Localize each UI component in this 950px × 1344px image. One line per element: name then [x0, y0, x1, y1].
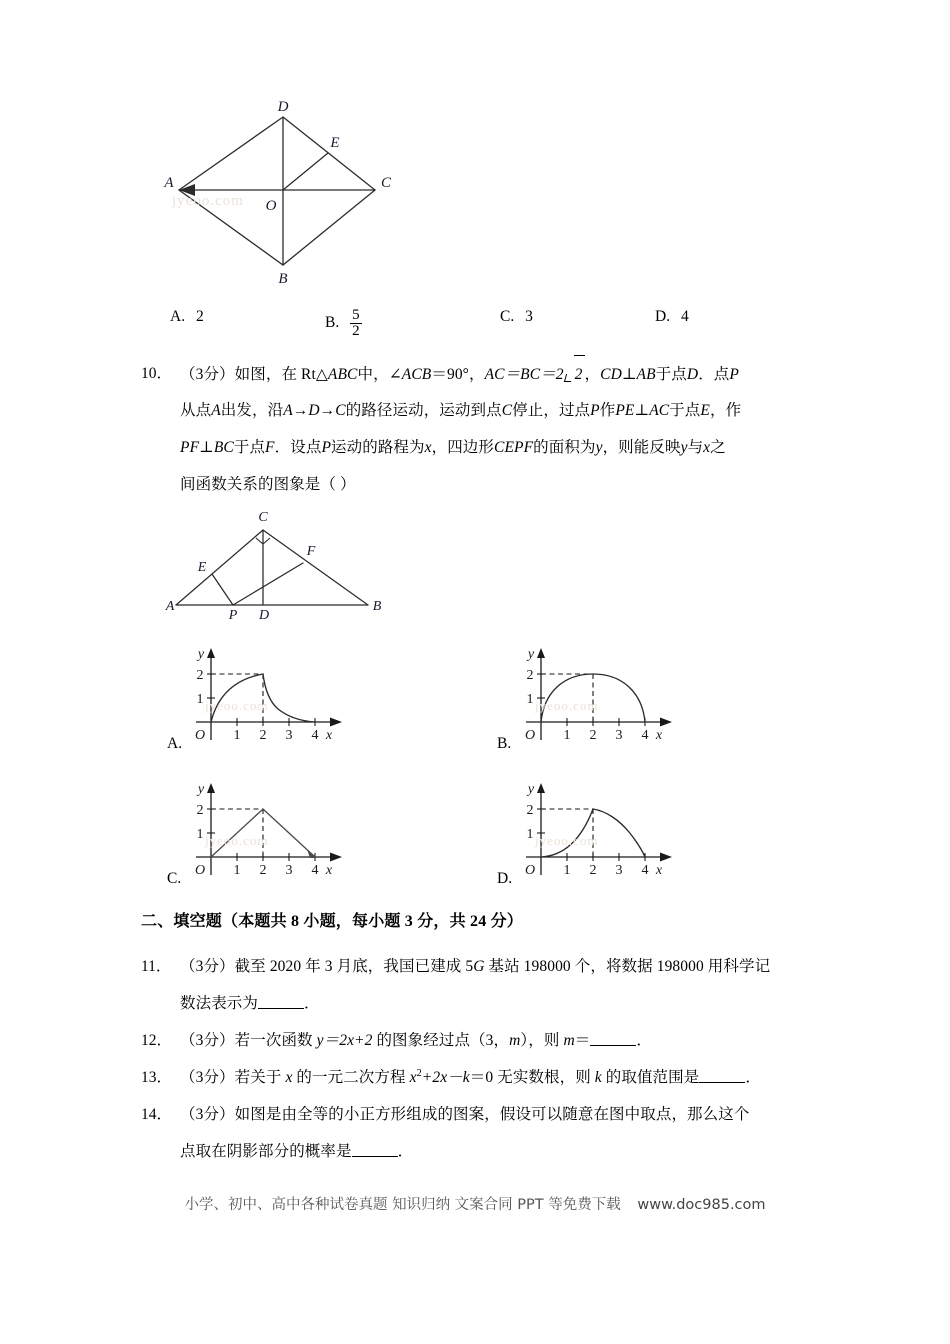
q11-line-1	[180, 948, 770, 985]
q10-l1-acb: ACB	[401, 366, 432, 383]
q10-l3-bc: BC	[213, 439, 234, 456]
q12-answer-blank[interactable]	[590, 1030, 636, 1046]
q13-seg4: 的取值范围是	[601, 1069, 700, 1086]
q14-line-2	[180, 1133, 413, 1170]
x-axis-arrow-icon	[330, 853, 342, 862]
graph-a-xlabel: x	[325, 728, 333, 743]
graph-c-xtick-3: 3	[285, 863, 293, 878]
q14-line-1	[180, 1096, 749, 1133]
y-axis-arrow-icon	[537, 783, 545, 793]
triangle-label-A: A	[165, 599, 175, 614]
q12-seg2: 的图象经过点（3，	[372, 1032, 510, 1049]
q10-l1-angle: ∠	[388, 366, 402, 383]
q10-l1-cd: CD	[600, 366, 622, 383]
q13-seg1: 若关于	[234, 1069, 286, 1086]
graph-d-origin: O	[524, 863, 536, 878]
q10-l3-seg6: ，则能反映	[602, 439, 681, 456]
rhombus-label-A: A	[164, 175, 174, 191]
fraction-denominator: 2	[352, 323, 360, 340]
graph-d-xtick-4: 4	[641, 863, 649, 878]
graph-a-xtick-2: 2	[259, 728, 267, 743]
q12-number: 12．	[141, 1032, 173, 1049]
graph-c-origin: O	[194, 863, 206, 878]
rhombus-label-D: D	[277, 99, 289, 115]
q10-l1-ab: AB	[636, 366, 656, 383]
q10-l1-radicand: 2	[574, 355, 585, 393]
graph-d-ytick-1: 1	[526, 827, 534, 842]
q10-l2-seg2: 出发，沿	[220, 402, 284, 419]
q13-x: x	[285, 1069, 293, 1086]
q12-end: ．	[636, 1032, 652, 1049]
sqrt-icon	[564, 355, 585, 393]
q12-line-1	[180, 1022, 652, 1059]
q14-points: （3分）	[180, 1106, 235, 1123]
graph-d-ytick-2: 2	[526, 803, 534, 818]
q13-seg2: 的一元二次方程	[292, 1069, 410, 1086]
q9-option-b[interactable]	[325, 308, 363, 340]
q11-answer-blank[interactable]	[258, 993, 304, 1009]
q10-l1-d: D	[686, 366, 699, 383]
q11-l2-end: ．	[304, 995, 320, 1012]
q12-points: （3分）	[180, 1032, 235, 1049]
rhombus-label-C: C	[380, 175, 392, 191]
graph-option-b-label[interactable]: B.	[497, 735, 512, 752]
rhombus-label-E: E	[330, 135, 340, 151]
q10-l1-p: P	[729, 366, 739, 383]
q10-l2-ac: AC	[649, 402, 670, 419]
q13-points: （3分）	[180, 1069, 235, 1086]
q10-l1-ac-bc: AC＝BC＝2	[484, 366, 564, 383]
footer-text: 小学、初中、高中各种试卷真题 知识归纳 文案合同 PPT 等免费下载	[184, 1197, 621, 1213]
graph-b-xtick-4: 4	[641, 728, 649, 743]
q10-l3-y: y	[595, 439, 603, 456]
q10-line-4: 间函数关系的图象是（ ）	[180, 476, 356, 493]
graph-option-a-figure[interactable]	[186, 640, 351, 745]
graph-d-ylabel: y	[527, 782, 535, 797]
y-axis-arrow-icon	[537, 648, 545, 658]
q10-l1-seg1: 如图，在 Rt	[234, 366, 316, 383]
q12-m: m	[509, 1032, 521, 1049]
rhombus-label-B: B	[278, 271, 288, 287]
graph-d-xtick-2: 2	[589, 863, 597, 878]
graph-b-ylabel: y	[527, 647, 535, 662]
graph-a-ylabel: y	[197, 647, 205, 662]
graph-option-b-figure[interactable]	[516, 640, 681, 745]
triangle-abc-figure	[165, 505, 408, 623]
q11-g: G	[473, 958, 485, 975]
graph-b-xtick-3: 3	[615, 728, 623, 743]
q9-option-a-value: 2	[195, 308, 204, 325]
q12-seg1: 若一次函数	[234, 1032, 317, 1049]
graph-b-xtick-1: 1	[563, 728, 571, 743]
q10-points: （3分）	[180, 366, 235, 383]
graph-option-a-label[interactable]: A.	[167, 735, 183, 752]
q11-number: 11．	[141, 958, 172, 975]
q10-line-1	[180, 355, 739, 393]
q10-l2-c: C	[501, 402, 513, 419]
q10-line-3	[180, 429, 726, 466]
graph-d-xtick-1: 1	[563, 863, 571, 878]
q10-number: 10．	[141, 365, 173, 382]
q13-eq-sup: 2	[416, 1067, 422, 1079]
x-axis-arrow-icon	[330, 718, 342, 727]
q10-l3-seg4: ，四边形	[431, 439, 495, 456]
q14-l2: 点取在阴影部分的概率是	[180, 1143, 352, 1160]
q13-end: ．	[745, 1069, 761, 1086]
q13-number: 13．	[141, 1069, 173, 1086]
q10-l2-p: P	[590, 402, 600, 419]
q12-func: y＝2x+2	[316, 1032, 373, 1049]
graph-c-xtick-2: 2	[259, 863, 267, 878]
watermark: jyeoo.com	[205, 698, 269, 713]
q10-l2-pe: PE	[615, 402, 635, 419]
graph-b-ytick-1: 1	[526, 692, 534, 707]
q10-l3-cepf: CEPF	[494, 439, 534, 456]
q10-l2-path: A→D→C	[283, 402, 346, 419]
q10-l2-a: A	[211, 402, 221, 419]
q14-l2-end: ．	[397, 1143, 414, 1160]
x-axis-arrow-icon	[660, 853, 672, 862]
q10-l1-seg2: 中，	[357, 366, 389, 383]
graph-option-d-label[interactable]: D.	[497, 870, 513, 887]
footer-url[interactable]: www.doc985.com	[637, 1197, 766, 1213]
graph-a-xtick-3: 3	[285, 728, 293, 743]
graph-d-xtick-3: 3	[615, 863, 623, 878]
watermark: jyeoo.com	[535, 833, 599, 848]
q9-option-d[interactable]	[655, 308, 689, 326]
q10-l2-seg6: 于点	[669, 402, 701, 419]
triangle-label-E: E	[197, 560, 207, 575]
q10-l1-eq90: ＝90°，	[431, 366, 485, 383]
q11-l2: 数法表示为	[180, 995, 259, 1012]
q10-l2-seg1: 从点	[180, 402, 212, 419]
q9-option-b-fraction	[350, 308, 362, 340]
q10-l1-abc: ABC	[327, 366, 358, 383]
q10-l2-seg7: ，作	[709, 402, 742, 419]
q10-l1-perp: ⊥	[621, 366, 637, 383]
triangle-label-P: P	[228, 608, 238, 623]
q10-l2-e: E	[700, 402, 710, 419]
q14-l1: 如图是由全等的小正方形组成的图案，假设可以随意在图中取点，那么这个	[234, 1106, 750, 1123]
graph-c-xtick-1: 1	[233, 863, 241, 878]
q10-l3-seg2: ．设点	[274, 439, 322, 456]
q10-l1-comma: ，	[584, 366, 601, 383]
q10-l3-y2: y	[680, 439, 688, 456]
section-2-heading: 二、填空题（本题共 8 小题，每小题 3 分，共 24 分）	[141, 913, 524, 930]
q10-l3-p: P	[321, 439, 332, 456]
q11-line-2	[180, 985, 320, 1022]
x-axis-arrow-icon	[660, 718, 672, 727]
q11-points: （3分）	[180, 958, 235, 975]
footer	[0, 1193, 950, 1214]
q10-l2-seg3: 的路径运动，运动到点	[345, 402, 502, 419]
q9-option-a-label: A.	[170, 308, 186, 325]
q10-l3-f: F	[265, 439, 275, 456]
q10-l3-seg8: 之	[710, 439, 726, 456]
q9-option-b-label: B.	[325, 314, 340, 332]
watermark: jyeoo.com	[535, 698, 599, 713]
q13-k: k	[594, 1069, 602, 1086]
y-axis-arrow-icon	[207, 648, 215, 658]
triangle-label-B: B	[372, 599, 382, 614]
graph-a-xtick-1: 1	[233, 728, 241, 743]
q10-l3-pf: PF	[180, 439, 200, 456]
q10-l1-triangle: △	[315, 366, 328, 383]
q13-eq-rest: +2x－k	[421, 1069, 470, 1086]
graph-c-ytick-1: 1	[196, 827, 204, 842]
q13-answer-blank[interactable]	[699, 1067, 745, 1083]
triangle-label-D: D	[258, 608, 270, 623]
q10-l3-seg1: 于点	[233, 439, 266, 456]
graph-b-origin: O	[524, 728, 536, 743]
triangle-label-C: C	[258, 510, 268, 525]
q11-l1b: 基站 198000 个，将数据 198000 用科学记	[484, 958, 771, 975]
q9-option-d-value: 4	[680, 308, 689, 325]
graph-a-ytick-2: 2	[196, 668, 204, 683]
graph-c-ylabel: y	[197, 782, 205, 797]
q10-l3-seg7: 与	[687, 439, 704, 456]
q13-line-1	[180, 1059, 761, 1096]
q13-seg3: 无实数根，则	[493, 1069, 595, 1086]
q10-l3-perp: ⊥	[199, 439, 214, 456]
graph-option-c-figure[interactable]	[186, 775, 351, 880]
graph-option-d-figure[interactable]	[516, 775, 681, 880]
watermark: jyeoo.com	[172, 193, 244, 209]
rhombus-label-O: O	[265, 198, 277, 214]
graph-b-xtick-2: 2	[589, 728, 597, 743]
q13-eq-zero: ＝0	[469, 1069, 494, 1086]
q12-seg3: ），则	[520, 1032, 564, 1049]
q9-option-c[interactable]	[500, 308, 533, 326]
q9-option-c-label: C.	[500, 308, 515, 325]
watermark: jyeoo.com	[205, 833, 269, 848]
q12-seg4: ＝	[574, 1032, 591, 1049]
q10-l3-seg3: 运动的路程为	[331, 439, 425, 456]
q12-m2: m	[563, 1032, 575, 1049]
q14-answer-blank[interactable]	[352, 1141, 398, 1157]
graph-c-ytick-2: 2	[196, 803, 204, 818]
graph-a-xtick-4: 4	[311, 728, 319, 743]
q10-l3-seg5: 的面积为	[533, 439, 596, 456]
graph-option-c-label[interactable]: C.	[167, 870, 182, 887]
q10-l3-x: x	[424, 439, 432, 456]
q11-l1a: 截至 2020 年 3 月底，我国已建成 5	[234, 958, 474, 975]
q10-l2-perp: ⊥	[634, 402, 650, 419]
graph-d-xlabel: x	[655, 863, 663, 878]
graph-c-xlabel: x	[325, 863, 333, 878]
q9-option-d-label: D.	[655, 308, 671, 325]
q10-l2-seg4: 停止，过点	[512, 402, 591, 419]
q13-eq-x: x	[409, 1069, 417, 1086]
graph-a-origin: O	[194, 728, 206, 743]
q10-l2-seg5: 作	[599, 402, 616, 419]
q10-l3-x2: x	[703, 439, 711, 456]
graph-c-xtick-4: 4	[311, 863, 319, 878]
y-axis-arrow-icon	[207, 783, 215, 793]
graph-b-ytick-2: 2	[526, 668, 534, 683]
graph-b-xlabel: x	[655, 728, 663, 743]
q10-l1-seg3: 于点	[655, 366, 687, 383]
triangle-label-F: F	[306, 544, 316, 559]
q10-line-2	[180, 392, 741, 429]
q9-option-a[interactable]	[170, 308, 204, 326]
q9-option-c-value: 3	[525, 308, 533, 325]
q14-number: 14．	[141, 1106, 173, 1123]
q10-l1-period: ．点	[698, 366, 730, 383]
graph-a-ytick-1: 1	[196, 692, 204, 707]
fraction-numerator: 5	[352, 307, 360, 323]
